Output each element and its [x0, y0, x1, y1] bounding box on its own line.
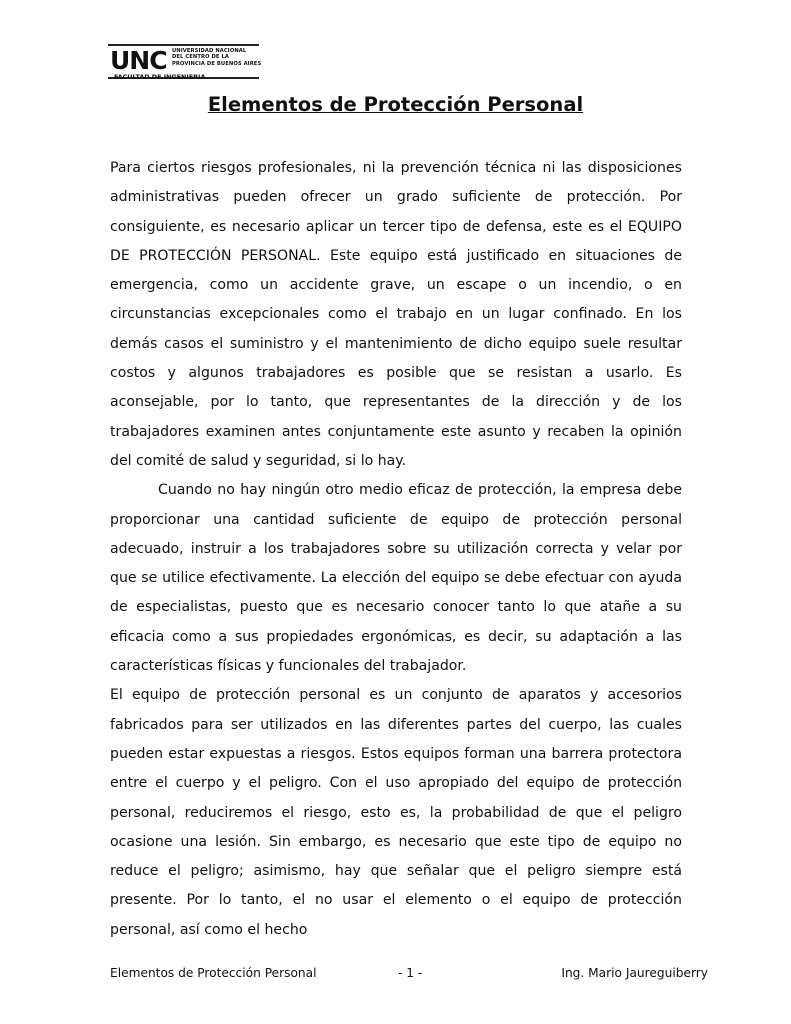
university-name-line: DEL CENTRO DE LA: [172, 54, 229, 61]
paragraph: El equipo de protección personal es un conjunto de aparatos y accesorios fabricados para ser utilizados en las diferentes partes del cuerpo, las cuales pueden estar expuestas a riesgos. Estos equipos forman una barrera protectora entre el cuerpo y el peligro. Con el uso apropiado del equipo de protección personal, reduciremos el riesgo, esto es, la probabilidad de que el peligro ocasione una lesión. Sin embargo, es necesario que este tipo de equipo no reduce el peligro; asimismo, hay que señalar que el peligro siempre está presente. Por lo tanto, el no usar el elemento o el equipo de protección personal, así como el hecho: [110, 687, 682, 938]
footer-page-number: - 1 -: [398, 966, 423, 980]
university-name-line: PROVINCIA DE BUENOS AIRES: [172, 60, 262, 67]
paragraph: Para ciertos riesgos profesionales, ni la prevención técnica ni las disposiciones administrativas pueden ofrecer un grado suficiente de protección. Por consiguiente, es necesario aplicar un tercer tipo de defensa, este es el EQUIPO DE PROTECCIÓN PERSONAL. Este equipo está justificado en situaciones de emergencia, como un accidente grave, un escape o un incendio, o en circunstancias excepcionales como el trabajo en un lugar confinado. En los demás casos el suministro y el mantenimiento de dicho equipo suele resultar costos y algunos trabajadores es posible que se resistan a usarlo. Es aconsejable, por lo tanto, que representantes de la dirección y de los trabajadores examinen antes conjuntamente este asunto y recaben la opinión del comité de salud y seguridad, si lo hay.: [110, 160, 682, 469]
page-footer: [110, 966, 708, 986]
footer-document-title: Elementos de Protección Personal: [110, 966, 317, 980]
document-title: Elementos de Protección Personal: [207, 93, 584, 116]
faculty-name: FACULTAD DE INGENIERIA: [114, 73, 206, 81]
document-body: [110, 154, 682, 945]
university-logo: [108, 44, 260, 86]
university-name-line: UNIVERSIDAD NACIONAL: [172, 48, 247, 54]
footer-author: Ing. Mario Jaureguiberry: [561, 966, 708, 980]
university-name: [172, 48, 262, 67]
paragraph: Cuando no hay ningún otro medio eficaz de protección, la empresa debe proporcionar una cantidad suficiente de equipo de protección personal adecuado, instruir a los trabajadores sobre su utilización correcta y velar por que se utilice efectivamente. La elección del equipo se debe efectuar con ayuda de especialistas, puesto que es necesario conocer tanto lo que atañe a su eficacia como a sus propiedades ergonómicas, es decir, su adaptación a las características físicas y funcionales del trabajador.: [110, 482, 682, 675]
logo-letters: UNC: [110, 46, 167, 75]
